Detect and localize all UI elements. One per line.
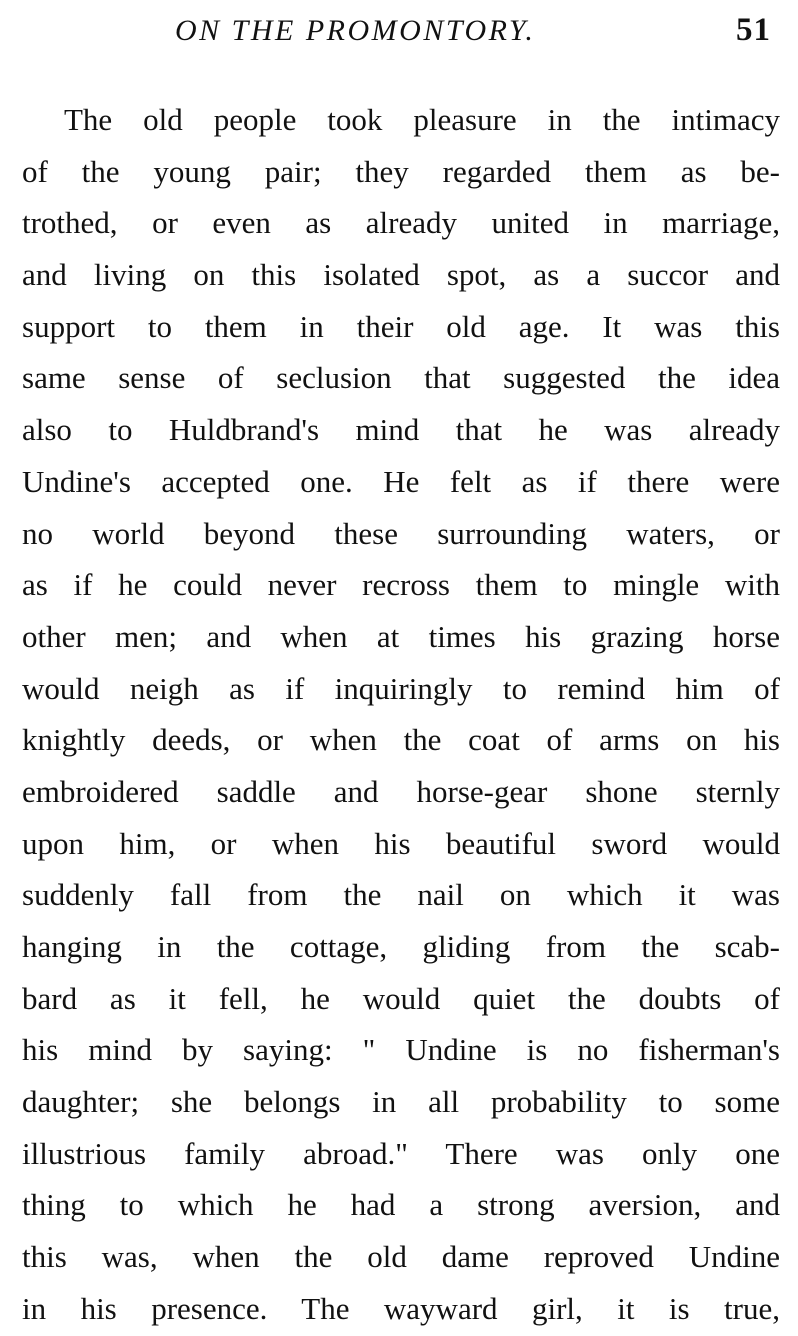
page-number: 51 [736, 12, 771, 48]
text-line: knightly deeds, or when the coat of arms on his [22, 722, 780, 758]
text-line: thing to which he had a strong aversion, and [22, 1187, 780, 1223]
text-line: as if he could never recross them to mingle with [22, 567, 780, 603]
text-line: no world beyond these surrounding waters, or [22, 515, 780, 551]
text-line: bard as it fell, he would quiet the doubts of [22, 980, 780, 1016]
text-line: daughter; she belongs in all probability to some [22, 1084, 780, 1120]
text-line: support to them in their old age. It was this [22, 308, 780, 344]
text-line: trothed, or even as already united in marriage, [22, 205, 780, 241]
text-line: also to Huldbrand's mind that he was already [22, 412, 780, 448]
text-line: hanging in the cottage, gliding from the scab- [22, 929, 780, 964]
text-line: Undine's accepted one. He felt as if there were [22, 463, 780, 499]
body-text [22, 94, 780, 1335]
running-title: ON THE PROMONTORY. [175, 14, 536, 47]
text-line: of the young pair; they regarded them as be- [22, 153, 780, 189]
text-line: in his presence. The wayward girl, it is true, [22, 1290, 780, 1326]
text-line: embroidered saddle and horse-gear shone sternly [22, 773, 780, 809]
text-line: The old people took pleasure in the intimacy [64, 102, 780, 137]
text-line: this was, when the old dame reproved Undine [22, 1239, 780, 1275]
text-line: other men; and when at times his grazing horse [22, 618, 780, 654]
text-line: illustrious family abroad." There was only one [22, 1135, 780, 1171]
text-line: his mind by saying: " Undine is no fisherman's [22, 1032, 780, 1068]
text-line: upon him, or when his beautiful sword would [22, 825, 780, 861]
text-line: suddenly fall from the nail on which it was [22, 877, 780, 913]
text-line: would neigh as if inquiringly to remind him of [22, 670, 780, 706]
text-line: and living on this isolated spot, as a succor and [22, 257, 780, 293]
running-head [0, 10, 798, 60]
text-line: same sense of seclusion that suggested the idea [22, 360, 780, 396]
